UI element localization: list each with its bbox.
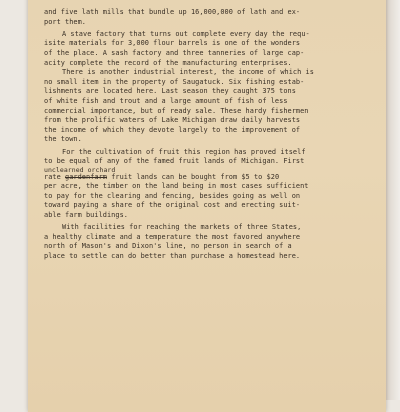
- text-line: able farm buildings.: [44, 211, 128, 220]
- text-line: to pay for the clearing and fencing, besides going as well on: [44, 191, 301, 200]
- text-line: isite materials for 3,000 flour barrels is one of the wonders: [44, 39, 301, 48]
- text-line: place to settle can do better than purchase a homestead here.: [44, 252, 301, 261]
- text-line: toward paying a share of the original cost and erecting suit-: [44, 201, 301, 210]
- text-line: per acre, the timber on the land being in most cases sufficient: [44, 182, 309, 191]
- text-line: no small item in the property of Saugatuck. Six fishing estab-: [44, 77, 305, 86]
- text-line: [44, 173, 364, 183]
- text-fragment: fruit lands can be bought from $5 to $20: [111, 172, 280, 181]
- text-line: the income of which they devote largely to the improvement of: [44, 125, 301, 134]
- text-line: from the prolific waters of Lake Michigan draw daily harvests: [44, 116, 301, 125]
- text-line: of white fish and trout and a large amount of fish of less: [44, 96, 288, 105]
- text-line: A stave factory that turns out complete every day the requ-: [62, 29, 310, 38]
- text-line: port them.: [44, 17, 86, 26]
- text-line: commercial importance, but of ready sale. These hardy fishermen: [44, 106, 309, 115]
- background-edge: [384, 0, 400, 400]
- text-line: of the place. A sash factory and three tanneries of large cap-: [44, 48, 305, 57]
- text-line: lishments are located here. Last season they caught 375 tons: [44, 87, 296, 96]
- text-line: There is another industrial interest, the income of which is: [62, 68, 314, 77]
- text-line: For the cultivation of fruit this region has proved itself: [62, 147, 306, 156]
- text-fragment: rate: [44, 172, 61, 181]
- text-line: With facilities for reaching the markets of three States,: [62, 223, 302, 232]
- typed-text-block: [44, 8, 364, 262]
- text-line: to be equal of any of the famed fruit lands of Michigan. First: [44, 157, 305, 166]
- text-line: the town.: [44, 135, 82, 144]
- struck-out-text: gardenfarm: [65, 172, 107, 181]
- handwritten-insert: unclearned orchard: [44, 165, 116, 174]
- text-line: a healthy climate and a temperature the most favored anywhere: [44, 232, 301, 241]
- text-line: acity complete the record of the manufacturing enterprises.: [44, 58, 292, 67]
- text-line: and five lath mills that bundle up 16,000,000 of lath and ex-: [44, 8, 301, 16]
- text-line: north of Mason's and Dixon's line, no person in search of a: [44, 242, 292, 251]
